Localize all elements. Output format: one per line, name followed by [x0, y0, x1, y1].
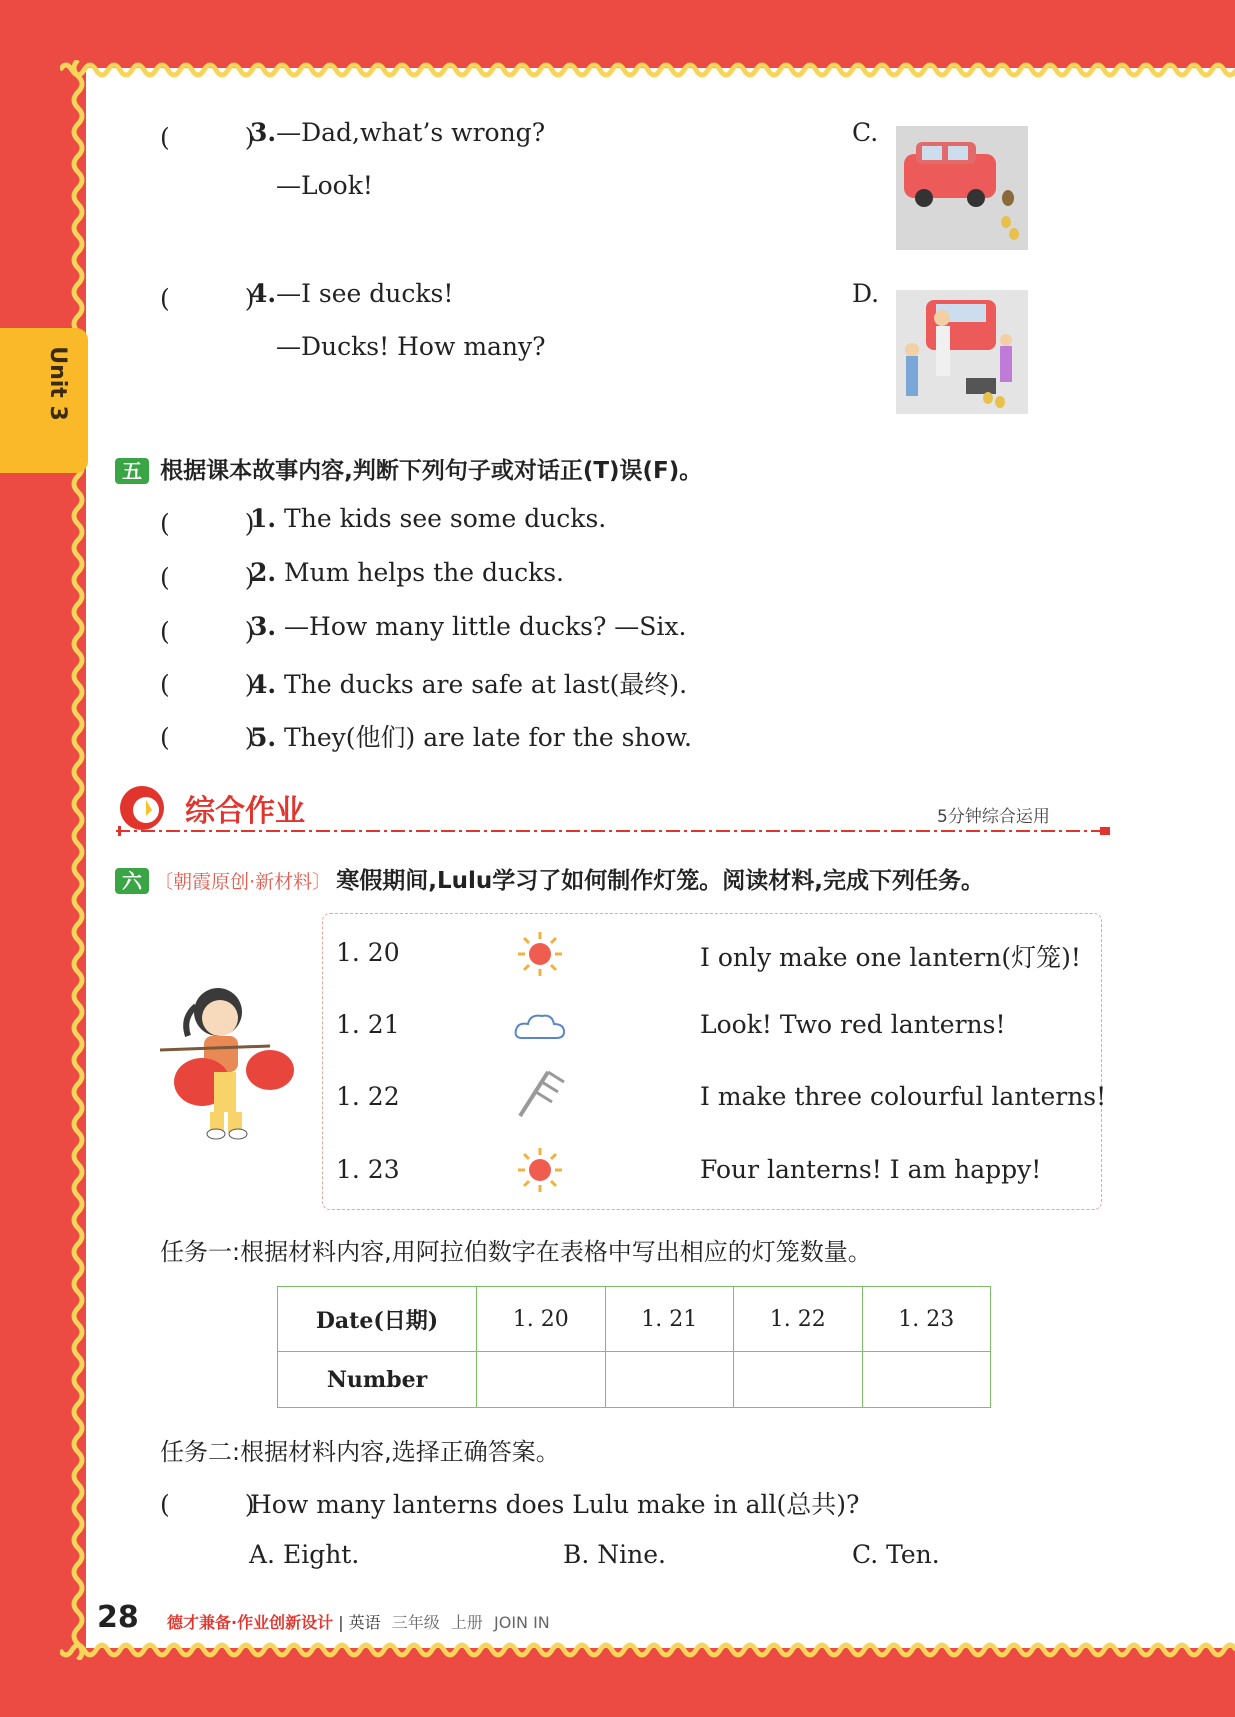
homework-subtitle: 5分钟综合运用 — [937, 807, 1050, 827]
match-item-4: 4.—I see ducks! — [250, 279, 454, 308]
task-2-instruction: 任务二:根据材料内容,选择正确答案。 — [160, 1438, 560, 1466]
section-6-header — [115, 862, 984, 895]
bottom-wavy-border — [60, 1640, 1235, 1670]
choice-b[interactable]: B. Nine. — [563, 1540, 666, 1569]
footer-subject: 英语 — [348, 1613, 381, 1632]
answer-blank-task-2[interactable]: ( ) — [160, 1490, 255, 1519]
section-5-badge: 五 — [115, 458, 149, 484]
footer-edition: JOIN IN — [494, 1613, 550, 1632]
answer-blank-match-3[interactable]: ( ) — [160, 123, 255, 152]
footer-text: 德才兼备·作业创新设计 | 英语 三年级 上册 JOIN IN — [167, 1613, 550, 1632]
lantern-count-table — [277, 1286, 991, 1408]
table-cell-date: 1. 22 — [734, 1287, 863, 1352]
table-header-number: Number — [278, 1352, 477, 1408]
diary-text-4: Four lanterns! I am happy! — [700, 1155, 1042, 1184]
unit-tab-label: Unit 3 — [44, 346, 70, 421]
answer-blank-tf-4[interactable]: ( ) — [160, 670, 255, 699]
diary-text-3: I make three colourful lanterns! — [700, 1082, 1107, 1111]
table-row — [278, 1287, 991, 1352]
diary-date-4: 1. 23 — [336, 1155, 400, 1184]
footer-brand: 德才兼备·作业创新设计 — [167, 1613, 334, 1632]
family-ducks-picture-d — [896, 290, 1028, 414]
cloud-icon — [514, 1010, 566, 1044]
table-cell-date: 1. 21 — [605, 1287, 734, 1352]
tf-item-5: 5. They(他们) are late for the show. — [250, 723, 692, 752]
choice-c[interactable]: C. Ten. — [852, 1540, 940, 1569]
sun-icon — [516, 1146, 564, 1194]
homework-title: 综合作业 — [185, 794, 305, 829]
diary-text-1: I only make one lantern(灯笼)! — [700, 943, 1081, 972]
table-cell-date: 1. 23 — [862, 1287, 991, 1352]
unit-side-tab — [0, 328, 88, 473]
top-wavy-border — [60, 50, 1235, 80]
option-label-d: D. — [852, 279, 880, 308]
table-header-date: Date(日期) — [278, 1287, 477, 1352]
table-cell-date: 1. 20 — [477, 1287, 606, 1352]
footer-grade: 三年级 — [391, 1613, 440, 1632]
section-6-badge: 六 — [115, 868, 149, 894]
answer-blank-tf-2[interactable]: ( ) — [160, 563, 255, 592]
girl-with-lanterns-illustration — [160, 978, 310, 1140]
answer-blank-tf-1[interactable]: ( ) — [160, 509, 255, 538]
homework-divider — [116, 826, 1112, 836]
table-row — [278, 1352, 991, 1408]
section-5-header — [115, 452, 702, 485]
match-item-4-reply: —Ducks! How many? — [276, 332, 546, 361]
tf-item-4: 4. The ducks are safe at last(最终). — [250, 670, 688, 699]
car-ducks-picture-c — [896, 126, 1028, 250]
tf-item-1: 1. The kids see some ducks. — [250, 504, 607, 533]
page-number: 28 — [97, 1600, 139, 1635]
number-answer-cell[interactable] — [605, 1352, 734, 1408]
tf-item-2: 2. Mum helps the ducks. — [250, 558, 564, 587]
match-item-3: 3.—Dad,what’s wrong? — [250, 118, 546, 147]
diary-date-3: 1. 22 — [336, 1082, 400, 1111]
number-answer-cell[interactable] — [734, 1352, 863, 1408]
diary-date-1: 1. 20 — [336, 938, 400, 967]
match-item-3-reply: —Look! — [276, 171, 373, 200]
sun-icon — [516, 930, 564, 978]
option-label-c: C. — [852, 118, 879, 147]
answer-blank-tf-3[interactable]: ( ) — [160, 617, 255, 646]
wind-icon — [516, 1068, 568, 1120]
task-1-instruction: 任务一:根据材料内容,用阿拉伯数字在表格中写出相应的灯笼数量。 — [160, 1238, 872, 1266]
left-wavy-border — [66, 60, 90, 1660]
section-5-instruction: 根据课本故事内容,判断下列句子或对话正(T)误(F)。 — [160, 458, 703, 484]
section-6-instruction: 寒假期间,Lulu学习了如何制作灯笼。阅读材料,完成下列任务。 — [336, 868, 984, 894]
diary-date-2: 1. 21 — [336, 1010, 400, 1039]
answer-blank-tf-5[interactable]: ( ) — [160, 723, 255, 752]
number-answer-cell[interactable] — [862, 1352, 991, 1408]
tf-item-3: 3. —How many little ducks? —Six. — [250, 612, 687, 641]
diary-text-2: Look! Two red lanterns! — [700, 1010, 1006, 1039]
choice-a[interactable]: A. Eight. — [249, 1540, 360, 1569]
footer-volume: 上册 — [450, 1613, 483, 1632]
task-2-question: How many lanterns does Lulu make in all(总共)? — [250, 1490, 860, 1519]
answer-blank-match-4[interactable]: ( ) — [160, 284, 255, 313]
section-6-source-tag: 〔朝霞原创·新材料〕 — [154, 871, 332, 893]
number-answer-cell[interactable] — [477, 1352, 606, 1408]
